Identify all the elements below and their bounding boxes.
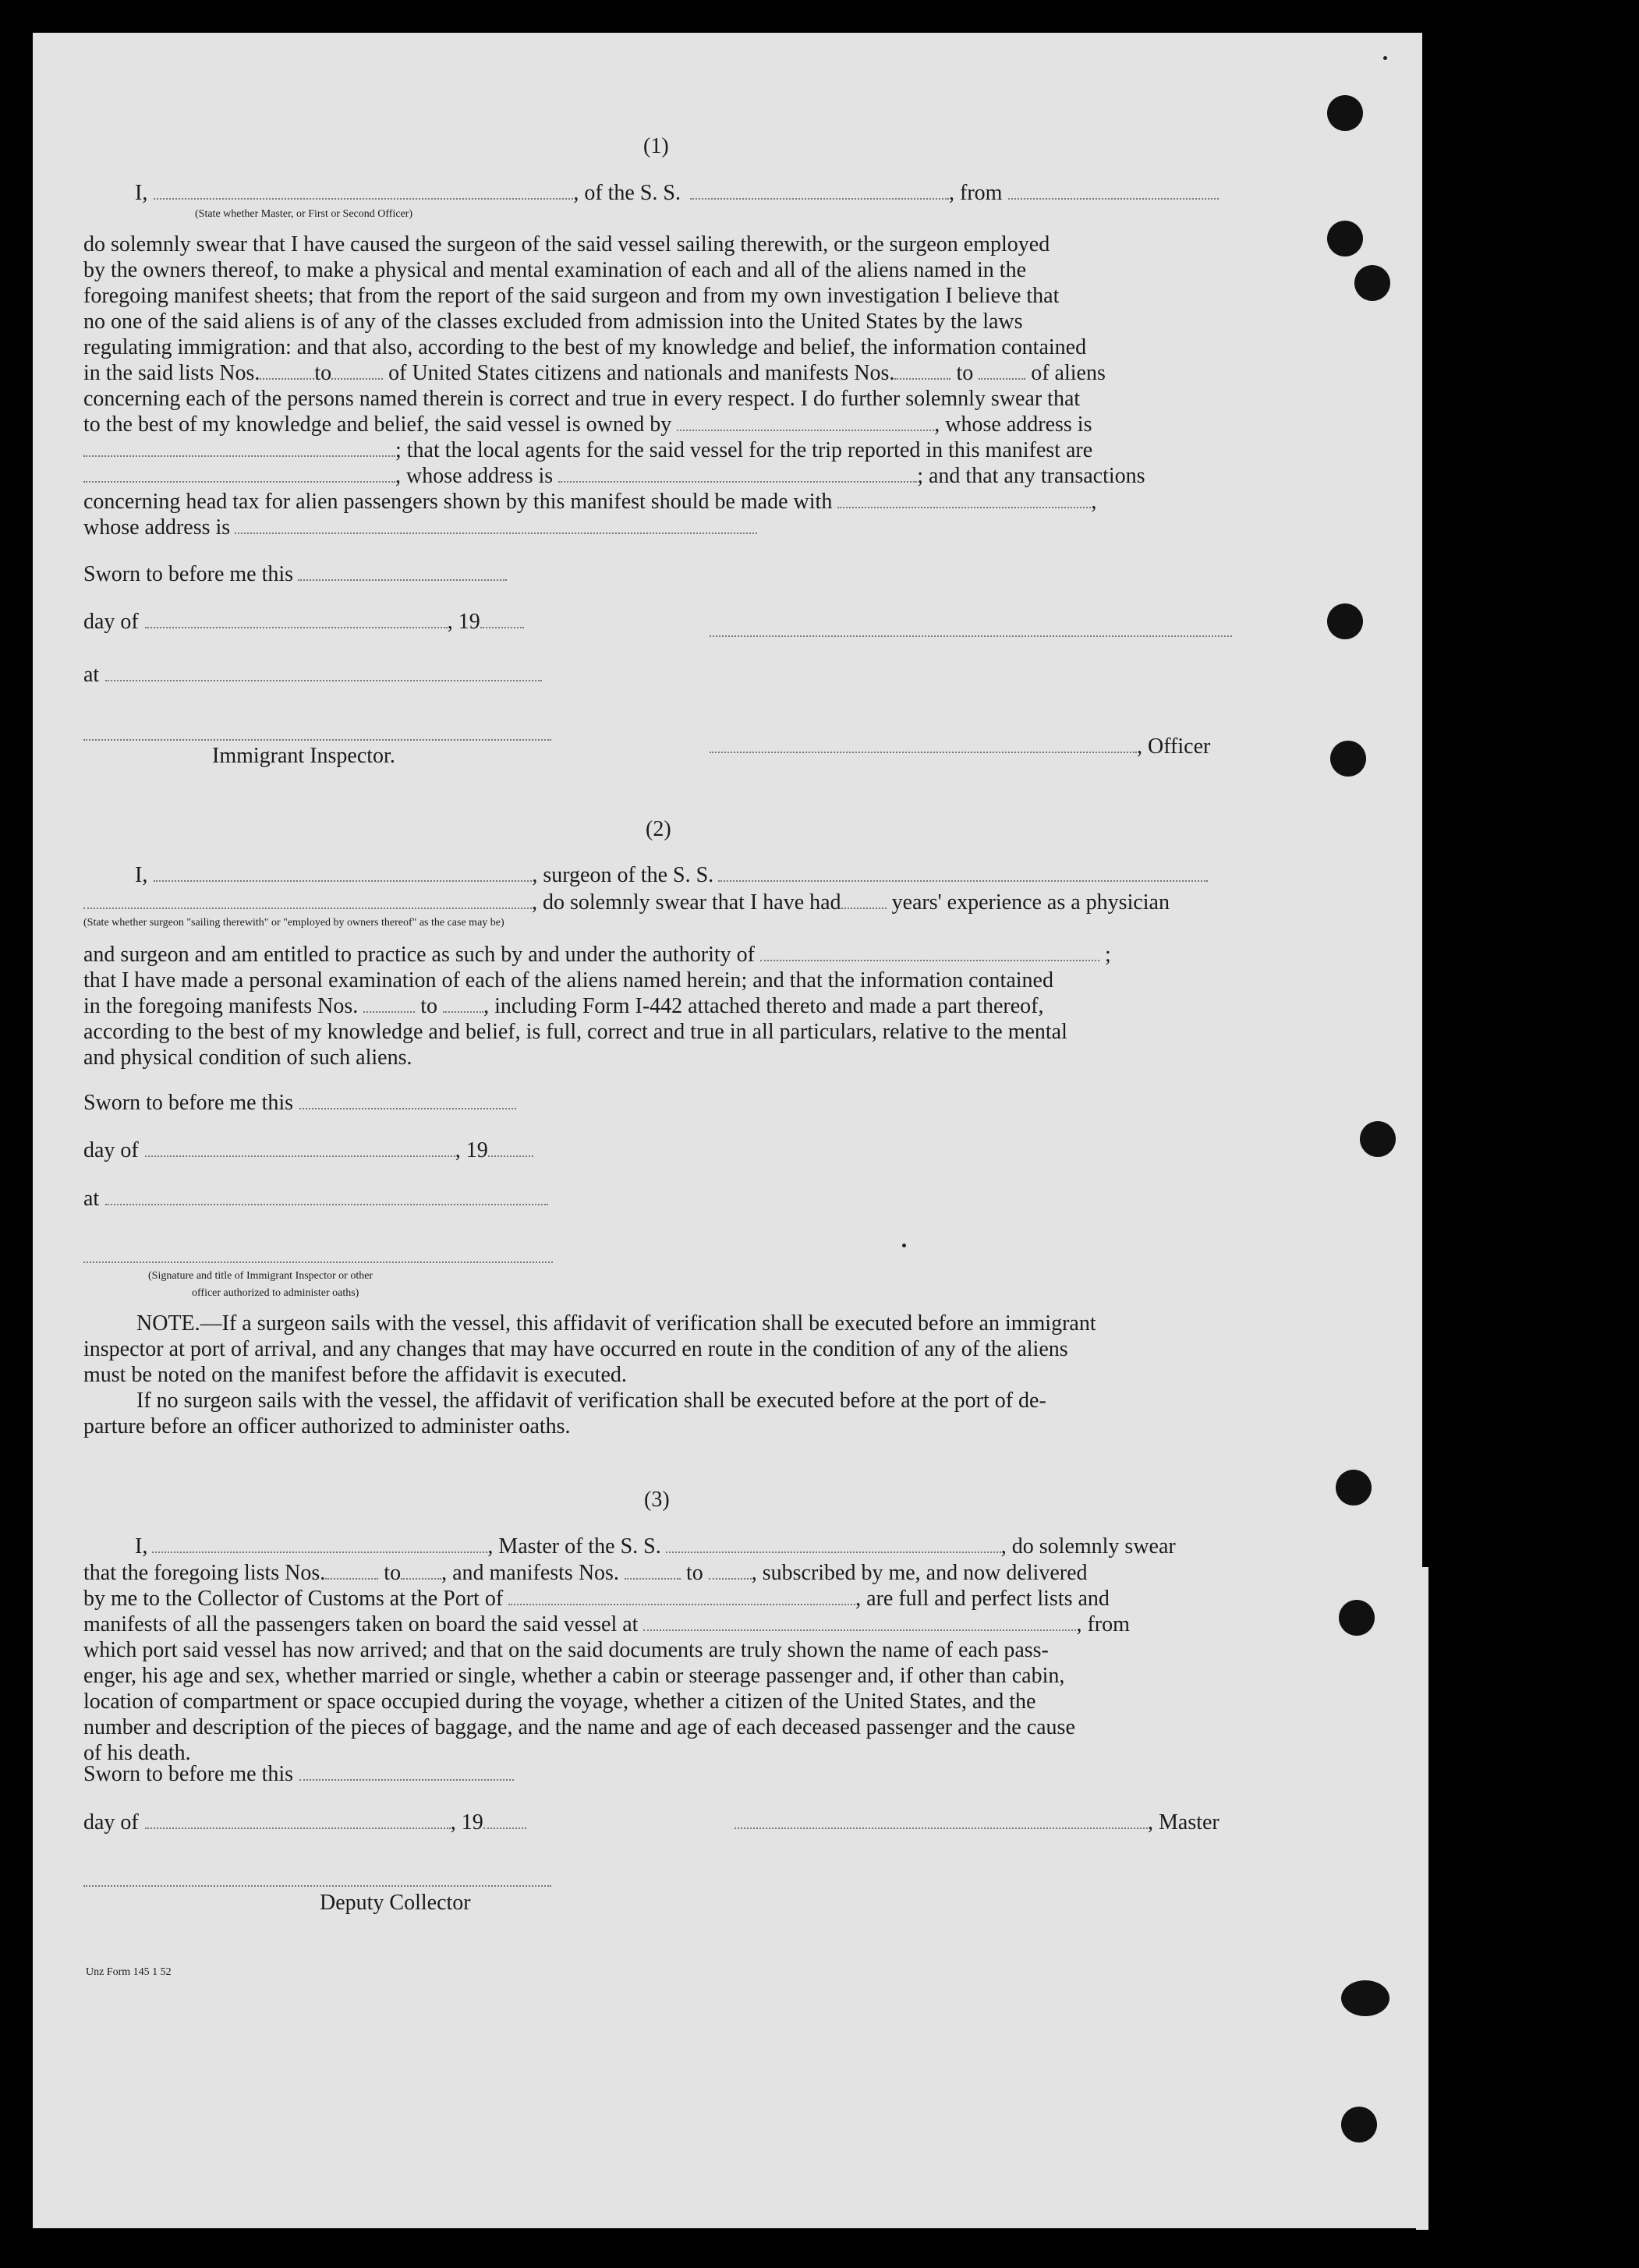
s1-inspector-line (83, 739, 551, 741)
s3-deputy-collector: Deputy Collector (320, 1891, 471, 1915)
s2-at: at (83, 1187, 548, 1212)
s2-line-swear: , do solemnly swear that I have had years' experience as a physician (83, 890, 1170, 915)
punch-hole (1327, 221, 1363, 257)
section-number-1: (1) (643, 134, 669, 158)
s1-immigrant-inspector: Immigrant Inspector. (212, 744, 395, 768)
s1-at: at (83, 663, 542, 688)
s1-sworn: Sworn to before me this (83, 562, 507, 587)
s3-collector-line (83, 1885, 551, 1887)
s2-paragraph: and surgeon and am entitled to practice as such by and under the authority of ; that I have made a personal examination of each of the aliens named herein; and that the information contained in the foregoing manifests Nos. to , including Form I-442 attached thereto and made a part thereof, according to the best of my knowledge and belief, is full, correct and true in all particulars, relative to the mental and physical condition of such aliens. (83, 943, 1111, 1070)
section-number-2: (2) (646, 817, 671, 841)
punch-hole (1354, 265, 1390, 301)
punch-hole (1360, 1121, 1396, 1157)
s3-day-of: day of , 19 (83, 1810, 526, 1835)
punch-hole (1339, 1600, 1375, 1636)
punch-hole (1327, 603, 1363, 639)
punch-hole (1341, 2107, 1377, 2142)
page-edge (1416, 1567, 1428, 2230)
s1-day-of: day of , 19 (83, 610, 524, 635)
s2-sworn: Sworn to before me this (83, 1091, 516, 1116)
punch-hole (1341, 1980, 1389, 2016)
s2-signature-line (83, 1261, 553, 1263)
punch-hole (1330, 741, 1366, 777)
s2-sig-caption-2: officer authorized to administer oaths) (192, 1287, 359, 1299)
s3-line-i: I, , Master of the S. S. , do solemnly swear (135, 1534, 1176, 1559)
s2-caption: (State whether surgeon "sailing therewith" or "employed by owners thereof" as the case may be) (83, 917, 504, 929)
s3-paragraph: that the foregoing lists Nos. to , and manifests Nos. to , subscribed by me, and now delivered by me to the Collector of Customs at the Port of , are full and perfect lists and manifests of all the passengers taken on board the said vessel at , from which port said vessel has now arrived; and that on the said documents are truly shown the name of each pass- enger, his age and sex, whether married or single, whether a cabin or steerage passenger and, if other than cabin, location of compartment or space occupied during the voyage, whether a citizen of the United States, and the number and description of the pieces of baggage, and the name and age of each deceased passenger and the cause of his death. (83, 1561, 1130, 1765)
punch-hole (1336, 1470, 1372, 1506)
s1-line-i: I, , of the S. S. , from (135, 181, 1219, 206)
note-paragraph: NOTE.—If a surgeon sails with the vessel, this affidavit of verification shall be executed before an immigrant inspector at port of arrival, and any changes that may have occurred en route in the condition of any of the aliens must be noted on the manifest before the affidavit is executed. If no surgeon sails with the vessel, the affidavit of verification shall be executed before at the port of de- parture before an officer authorized to administer oaths. (83, 1311, 1096, 1438)
s2-day-of: day of , 19 (83, 1138, 533, 1163)
s3-master: , Master (735, 1810, 1220, 1835)
s3-sworn: Sworn to before me this (83, 1762, 514, 1787)
speck (902, 1244, 906, 1247)
s2-sig-caption-1: (Signature and title of Immigrant Inspector or other (148, 1270, 373, 1282)
s1-paragraph: do solemnly swear that I have caused the surgeon of the said vessel sailing therewith, or the surgeon employed by the owners thereof, to make a physical and mental examination of each and all of the aliens named in the foregoing manifest sheets; that from the report of the said surgeon and from my own investigation I believe that no one of the said aliens is of any of the classes excluded from admission into the United States by the laws regulating immigration: and that also, according to the best of my knowledge and belief, the information contained in the said lists Nos. to of United States citizens and nationals and manifests Nos. to of aliens concerning each of the persons named therein is correct and true in every respect. I do further solemnly swear that to the best of my knowledge and belief, the said vessel is owned by , whose address is ; that the local agents for the said vessel for the trip reported in this manifest are , whose address is ; and that any transactions concerning head tax for alien passengers shown by this manifest should be made with , whose address is (83, 232, 1145, 540)
speck (1383, 56, 1387, 60)
form-code: Unz Form 145 1 52 (86, 1966, 172, 1978)
punch-hole (1327, 95, 1363, 131)
s1-officer: , Officer (710, 734, 1210, 759)
s1-signature-line (710, 635, 1232, 637)
s1-caption: (State whether Master, or First or Second Officer) (195, 208, 413, 220)
s2-line-i: I, , surgeon of the S. S. (135, 863, 1208, 888)
section-number-3: (3) (644, 1488, 670, 1512)
